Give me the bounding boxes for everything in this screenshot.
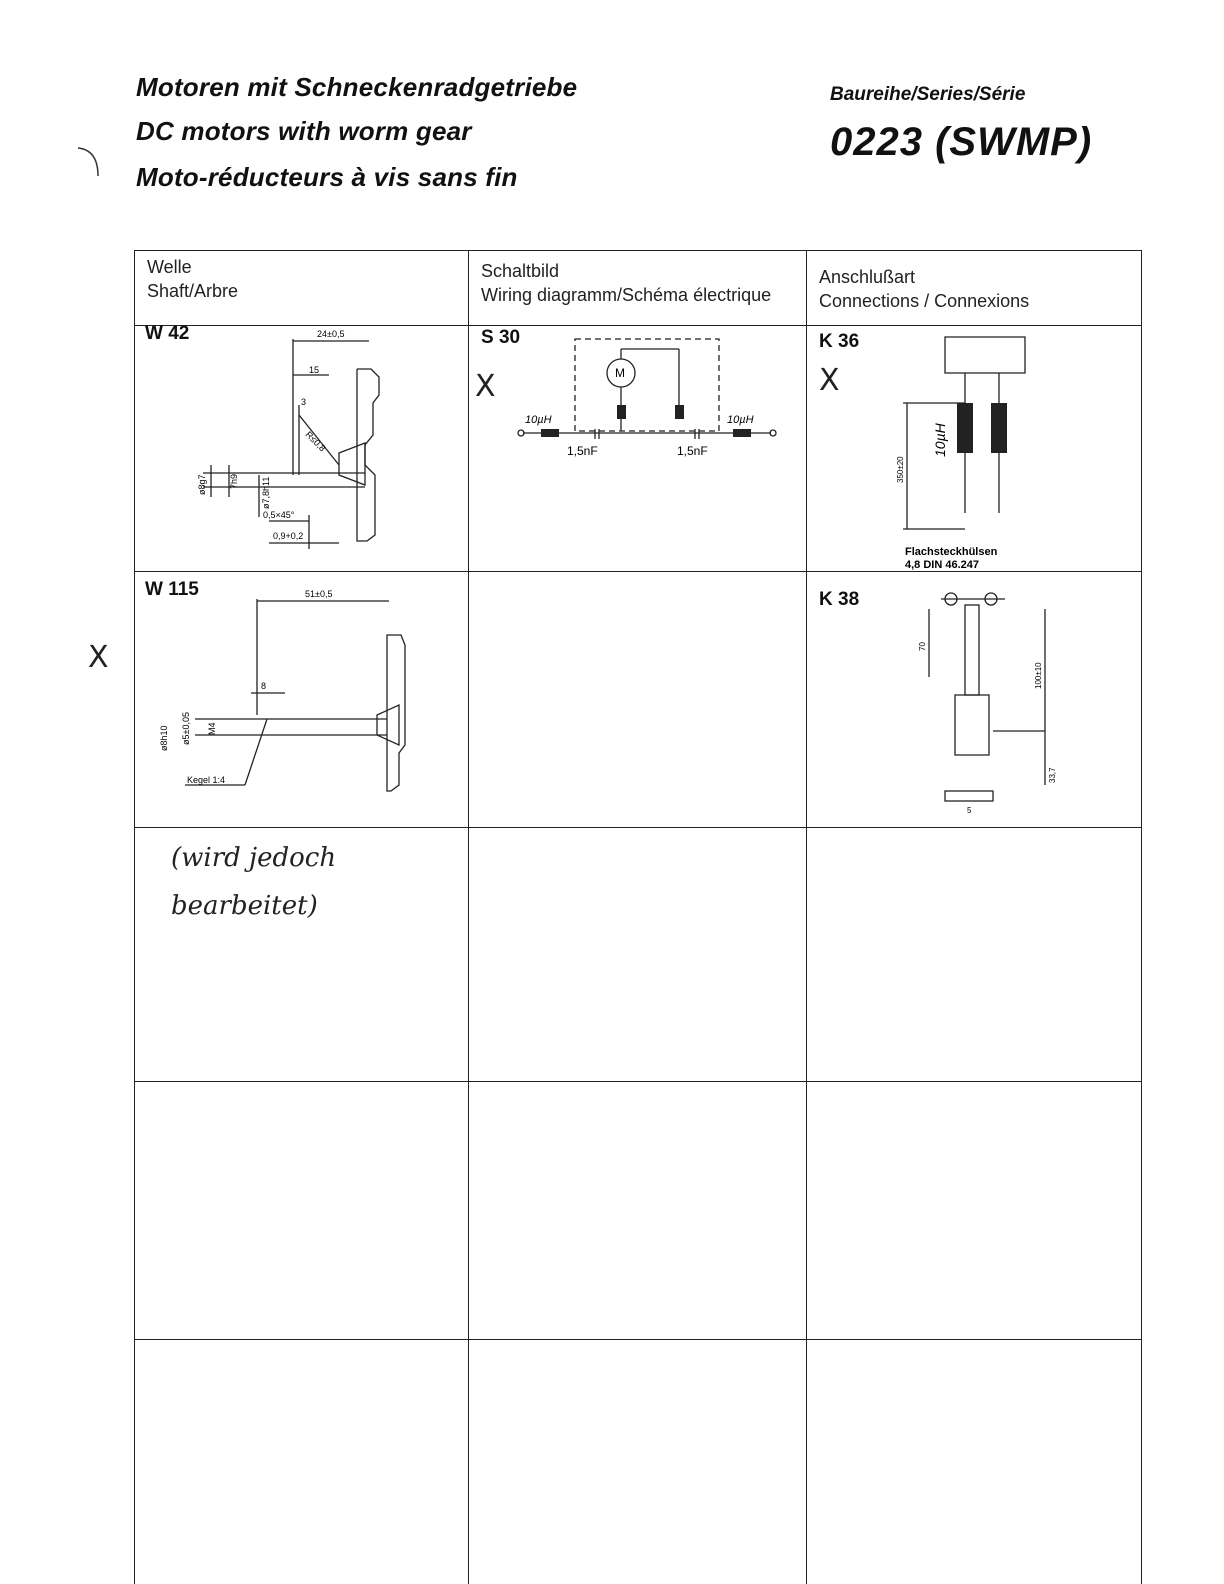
wiring-s30-diagram bbox=[509, 331, 809, 491]
column-divider bbox=[468, 251, 469, 1584]
s30-inductor-left-label: 10µH bbox=[525, 414, 552, 426]
w42-dim-7: 7h9 bbox=[229, 473, 239, 489]
w42-dim-15: 15 bbox=[309, 365, 320, 375]
connection-check-mark: X bbox=[819, 363, 840, 398]
k36-note-line2: 4,8 DIN 46.247 bbox=[905, 559, 979, 571]
k38-dim-33: 33,7 bbox=[1048, 767, 1057, 783]
w42-dim-3: 3 bbox=[301, 397, 307, 407]
k38-dim-70: 70 bbox=[918, 642, 927, 651]
connection-k38-drawing bbox=[905, 585, 1085, 815]
w42-dim-dia-7: ø7,8h11 bbox=[261, 476, 271, 509]
s30-cap-right-label: 1,5nF bbox=[677, 444, 708, 458]
k36-inductor-label: 10µH bbox=[932, 423, 948, 457]
specification-table bbox=[134, 250, 1142, 1584]
wiring-code-s30: S 30 bbox=[481, 327, 521, 348]
w115-dim-dia5: ø5±0,05 bbox=[181, 712, 191, 745]
w115-dim-m4: M4 bbox=[207, 722, 217, 735]
k36-coil-left-symbol bbox=[957, 403, 973, 453]
k36-coil-right-symbol bbox=[991, 403, 1007, 453]
title-german: Motoren mit Schneckenradgetriebe bbox=[136, 72, 578, 102]
handwritten-note-line2: bearbeitet) bbox=[171, 891, 318, 921]
row-divider bbox=[135, 1339, 1141, 1340]
w42-dim-radius: R≤0,8 bbox=[303, 429, 328, 454]
shaft-w42-drawing bbox=[189, 325, 459, 565]
connection-k36-drawing bbox=[875, 333, 1095, 573]
w115-dim-top: 51±0,5 bbox=[305, 589, 333, 599]
k36-length-label: 350±20 bbox=[896, 456, 905, 483]
column-header-wiring: Schaltbild Wiring diagramm/Schéma électrique bbox=[481, 261, 772, 305]
w115-cone-label: Kegel 1:4 bbox=[187, 775, 226, 785]
s30-choke-right-symbol bbox=[675, 405, 684, 419]
w115-dim-8: 8 bbox=[261, 681, 267, 691]
wiring-check-mark: X bbox=[475, 369, 496, 404]
w42-dim-top: 24±0,5 bbox=[317, 329, 345, 339]
shaft-w115-drawing bbox=[155, 585, 455, 811]
column-header-connections: Anschlußart Connections / Connexions bbox=[819, 267, 1030, 311]
row-divider bbox=[135, 1081, 1141, 1082]
s30-inductor-left-symbol bbox=[541, 429, 559, 437]
connection-code-k38: K 38 bbox=[819, 589, 860, 610]
s30-choke-left-symbol bbox=[617, 405, 626, 419]
shaft-code-w115: W 115 bbox=[145, 579, 199, 600]
s30-cap-left-label: 1,5nF bbox=[567, 444, 598, 458]
series-code: 0223 (SWMP) bbox=[830, 120, 1093, 164]
k38-dim-100: 100±10 bbox=[1034, 662, 1043, 689]
w42-dim-dia-left: ø8g7 bbox=[197, 474, 207, 495]
s30-inductor-right-symbol bbox=[733, 429, 751, 437]
title-french: Moto-réducteurs à vis sans fin bbox=[136, 162, 518, 192]
series-label: Baureihe/Series/Série bbox=[830, 84, 1026, 105]
shaft-code-w42: W 42 bbox=[145, 323, 190, 344]
connection-code-k36: K 36 bbox=[819, 331, 860, 352]
w42-dim-chamfer: 0,5×45° bbox=[263, 510, 295, 520]
s30-motor-symbol: M bbox=[615, 366, 625, 380]
handwritten-note-line1: (wird jedoch bbox=[171, 843, 337, 873]
k36-note-line1: Flachsteckhülsen bbox=[905, 546, 998, 558]
row-divider bbox=[135, 827, 1141, 828]
w115-dim-dia10: ø8h10 bbox=[159, 725, 169, 751]
title-english: DC motors with worm gear bbox=[136, 116, 472, 146]
w42-dim-bottom: 0,9+0,2 bbox=[273, 531, 304, 541]
k38-dim-5: 5 bbox=[967, 806, 972, 815]
column-header-shaft: Welle Shaft/Arbre bbox=[147, 257, 239, 301]
s30-inductor-right-label: 10µH bbox=[727, 414, 754, 426]
margin-check-mark: X bbox=[88, 640, 109, 675]
margin-bracket-mark bbox=[70, 140, 110, 190]
